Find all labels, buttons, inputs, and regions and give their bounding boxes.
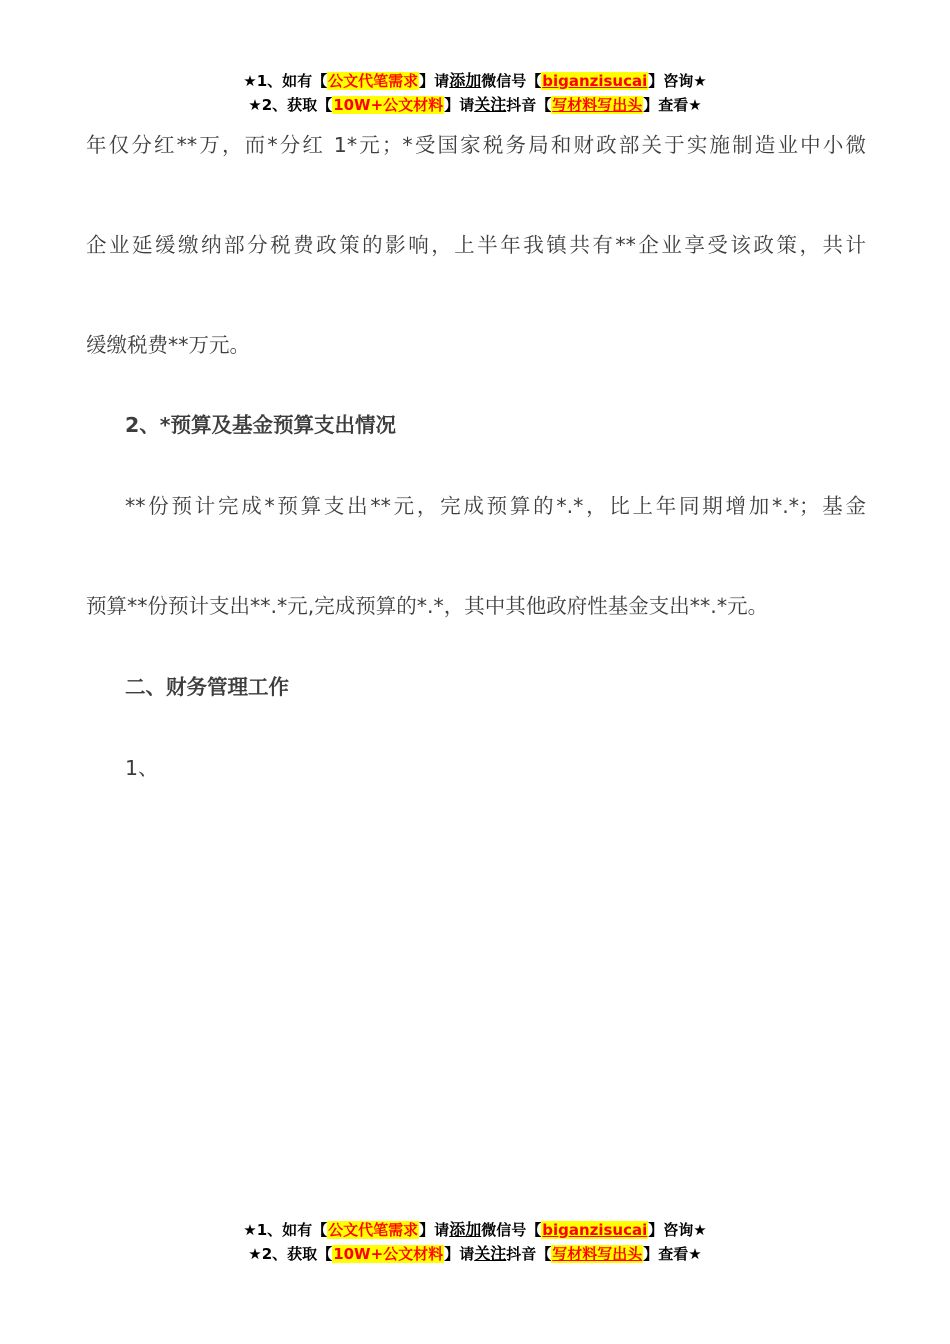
banner-highlight: 10W+公文材料 (333, 1245, 444, 1263)
paragraph-line: 1、 (125, 756, 159, 780)
banner-text: 】请 (419, 1221, 450, 1239)
banner-text: 抖音【 (506, 96, 552, 114)
section-heading: 二、财务管理工作 (125, 675, 289, 699)
banner-line-2 (0, 93, 950, 117)
banner-emphasis: 添加 (449, 1220, 482, 1239)
banner-text: 微信号【 (481, 72, 542, 90)
banner-text: ★1、如有【 (243, 1221, 328, 1239)
banner-highlight: 公文代笔需求 (328, 72, 419, 90)
banner-wechat-id: biganzisucai (542, 1221, 648, 1239)
paragraph-line: 企业延缓缴纳部分税费政策的影响，上半年我镇共有**企业享受该政策，共计 (86, 233, 866, 257)
top-banner (0, 69, 950, 117)
banner-text: 】查看★ (643, 96, 702, 114)
banner-text: ★1、如有【 (243, 72, 328, 90)
paragraph-line: 年仅分红**万，而*分红 1*元；*受国家税务局和财政部关于实施制造业中小微 (86, 133, 866, 157)
banner-line-2 (0, 1242, 950, 1266)
banner-text: 抖音【 (506, 1245, 552, 1263)
paragraph-line: **份预计完成*预算支出**元，完成预算的*.*，比上年同期增加*.*；基金 (125, 494, 866, 518)
banner-text: ★2、获取【 (248, 1245, 333, 1263)
banner-emphasis: 添加 (449, 71, 482, 90)
banner-text: 】请 (444, 1245, 475, 1263)
paragraph-line: 缓缴税费**万元。 (86, 333, 250, 357)
banner-highlight: 10W+公文材料 (333, 96, 444, 114)
bottom-banner (0, 1218, 950, 1266)
banner-line-1 (0, 1218, 950, 1242)
banner-text: 】咨询★ (648, 1221, 707, 1239)
section-heading: 2、*预算及基金预算支出情况 (125, 413, 396, 437)
banner-text: 】咨询★ (648, 72, 707, 90)
paragraph-line: 预算**份预计支出**.*元,完成预算的*.*，其中其他政府性基金支出**.*元。 (86, 594, 769, 618)
banner-emphasis: 关注 (474, 1244, 507, 1263)
banner-douyin-id: 写材料写出头 (552, 1245, 643, 1263)
banner-text: ★2、获取【 (248, 96, 333, 114)
banner-wechat-id: biganzisucai (542, 72, 648, 90)
banner-douyin-id: 写材料写出头 (552, 96, 643, 114)
banner-text: 】请 (444, 96, 475, 114)
banner-highlight: 公文代笔需求 (328, 1221, 419, 1239)
banner-text: 微信号【 (481, 1221, 542, 1239)
banner-line-1 (0, 69, 950, 93)
banner-emphasis: 关注 (474, 95, 507, 114)
banner-text: 】请 (419, 72, 450, 90)
banner-text: 】查看★ (643, 1245, 702, 1263)
